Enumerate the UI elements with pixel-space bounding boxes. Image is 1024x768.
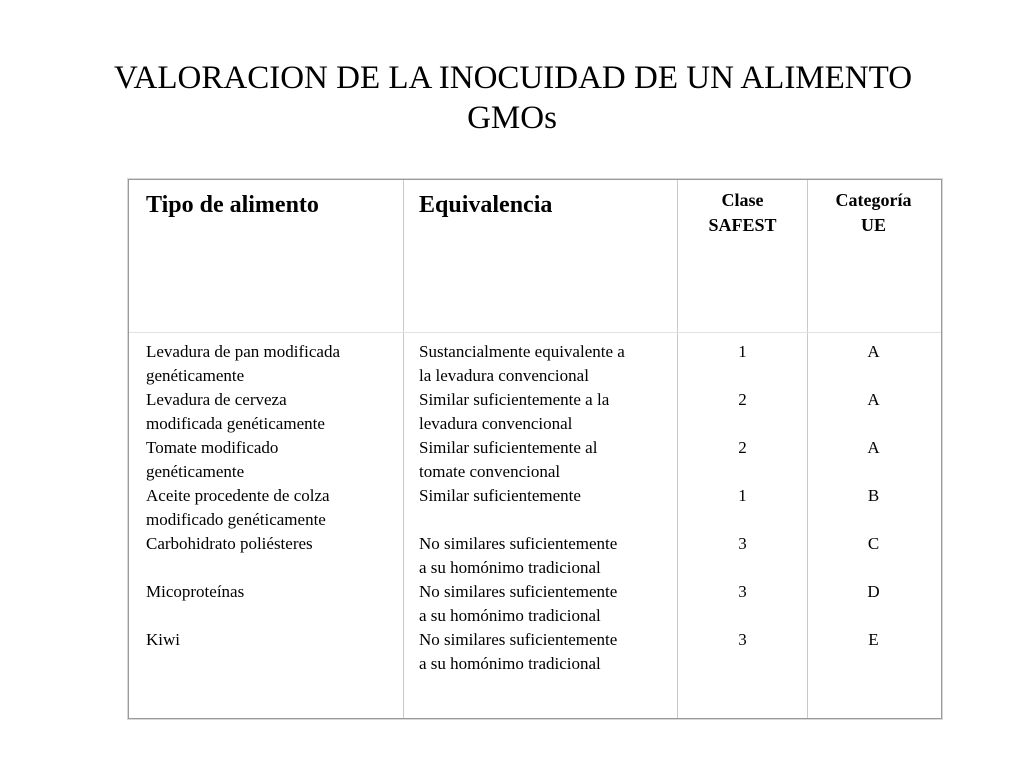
title-line-1: VALORACION DE LA INOCUIDAD DE UN ALIMENTO: [113, 60, 913, 96]
cell-line: No similares suficientemente: [419, 582, 618, 601]
blank-line: [678, 364, 807, 388]
blank-line: [678, 556, 807, 580]
blank-line: [678, 412, 807, 436]
cell-line: Similar suficientemente al: [419, 438, 598, 457]
cell-line: 1: [738, 342, 747, 361]
cell-line: modificada genéticamente: [146, 414, 325, 433]
cell-line: tomate convencional: [419, 462, 561, 481]
header-categoria-line-1: Categoría: [835, 190, 912, 210]
header-categoria-ue: [808, 188, 939, 238]
cell-line: A: [867, 342, 880, 361]
blank-line: [678, 460, 807, 484]
cell-line: 3: [738, 534, 747, 553]
blank-line: [146, 556, 396, 580]
cell-line: 2: [738, 390, 747, 409]
cell-line: E: [868, 630, 879, 649]
cell-line: 3: [738, 582, 747, 601]
blank-line: [808, 412, 939, 436]
cell-line: No similares suficientemente: [419, 630, 618, 649]
column-tipo-de-alimento: [146, 340, 396, 652]
gmo-safety-table: [128, 179, 942, 719]
header-clase-line-1: Clase: [721, 190, 764, 210]
cell-line: a su homónimo tradicional: [419, 606, 601, 625]
cell-line: 3: [738, 630, 747, 649]
column-clase-safest: [678, 340, 807, 652]
title-line-2: GMOs: [467, 100, 557, 136]
header-clase-safest: [678, 188, 807, 238]
cell-line: C: [867, 534, 880, 553]
cell-line: Kiwi: [146, 630, 180, 649]
cell-line: Sustancialmente equivalente a: [419, 342, 625, 361]
blank-line: [808, 508, 939, 532]
slide-title: [0, 58, 1024, 138]
cell-line: modificado genéticamente: [146, 510, 326, 529]
header-tipo-de-alimento: Tipo de alimento: [146, 192, 319, 218]
header-clase-line-2: SAFEST: [708, 215, 777, 235]
cell-line: a su homónimo tradicional: [419, 654, 601, 673]
cell-line: Tomate modificado: [146, 438, 279, 457]
cell-line: la levadura convencional: [419, 366, 589, 385]
cell-line: 2: [738, 438, 747, 457]
column-equivalencia: [419, 340, 674, 676]
blank-line: [146, 604, 396, 628]
cell-line: Similar suficientemente: [419, 486, 581, 505]
blank-line: [419, 508, 674, 532]
header-categoria-line-2: UE: [860, 215, 886, 235]
blank-line: [808, 460, 939, 484]
header-equivalencia: Equivalencia: [419, 192, 553, 218]
cell-line: genéticamente: [146, 462, 245, 481]
header-divider: [129, 332, 941, 333]
cell-line: Levadura de cerveza: [146, 390, 287, 409]
cell-line: Carbohidrato poliésteres: [146, 534, 313, 553]
cell-line: genéticamente: [146, 366, 245, 385]
column-divider: [403, 180, 404, 718]
cell-line: 1: [738, 486, 747, 505]
cell-line: No similares suficientemente: [419, 534, 618, 553]
cell-line: Levadura de pan modificada: [146, 342, 340, 361]
cell-line: a su homónimo tradicional: [419, 558, 601, 577]
cell-line: B: [867, 486, 880, 505]
cell-line: A: [867, 438, 880, 457]
blank-line: [808, 364, 939, 388]
cell-line: Micoproteínas: [146, 582, 245, 601]
blank-line: [678, 508, 807, 532]
column-categoria-ue: [808, 340, 939, 652]
cell-line: D: [867, 582, 880, 601]
blank-line: [808, 556, 939, 580]
blank-line: [808, 604, 939, 628]
cell-line: levadura convencional: [419, 414, 573, 433]
cell-line: Similar suficientemente a la: [419, 390, 610, 409]
cell-line: A: [867, 390, 880, 409]
cell-line: Aceite procedente de colza: [146, 486, 330, 505]
blank-line: [678, 604, 807, 628]
